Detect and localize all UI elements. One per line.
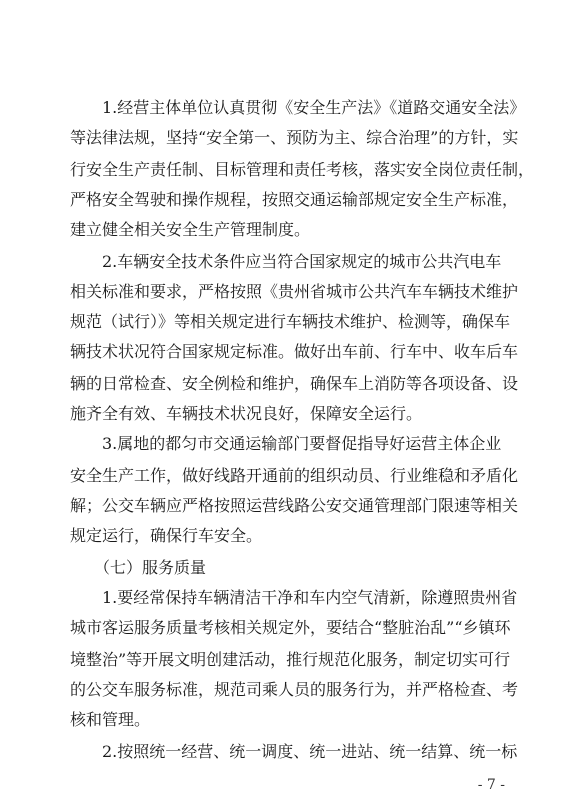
paragraph-line: 核和管理。 (70, 710, 151, 729)
paragraph-line: 2.按照统一经营、统一调度、统一进站、统一结算、统一标 (102, 742, 518, 761)
paragraph-line: 行安全生产责任制、目标管理和责任考核，落实安全岗位责任制， (70, 160, 535, 179)
paragraph-line: 1.要经常保持车辆清洁干净和车内空气清新，除遵照贵州省 (102, 588, 518, 607)
paragraph-line: 施齐全有效、车辆技术状况良好，保障安全运行。 (70, 404, 423, 423)
section-heading: （七）服务质量 (94, 558, 207, 577)
paragraph-line: 规范（试行）》等相关规定进行车辆技术维护、检测等，确保车 (70, 312, 511, 331)
paragraph-line: 规定运行，确保行车安全。 (70, 526, 263, 545)
paragraph-line: 2.车辆安全技术条件应当符合国家规定的城市公共汽电车 (102, 252, 502, 271)
paragraph-line: 境整治”等开展文明创建活动，推行规范化服务，制定切实可行 (70, 650, 511, 669)
paragraph-line: 建立健全相关安全生产管理制度。 (70, 220, 311, 239)
paragraph-line: 1.经营主体单位认真贯彻《安全生产法》《道路交通安全法》 (102, 98, 526, 117)
paragraph-line: 的公交车服务标准，规范司乘人员的服务行为，并严格检查、考 (70, 680, 519, 699)
paragraph-line: 辆技术状况符合国家规定标准。做好出车前、行车中、收车后车 (70, 342, 519, 361)
paragraph-line: 等法律法规，坚持“安全第一、预防为主、综合治理”的方针，实 (70, 128, 519, 147)
page-number: - 7 - (477, 777, 505, 793)
paragraph-line: 3.属地的都匀市交通运输部门要督促指导好运营主体企业 (102, 434, 502, 453)
paragraph-line: 相关标准和要求，严格按照《贵州省城市公共汽车车辆技术维护 (70, 282, 519, 301)
paragraph-line: 安全生产工作，做好线路开通前的组织动员、行业维稳和矛盾化 (70, 466, 519, 485)
paragraph-line: 严格安全驾驶和操作规程，按照交通运输部规定安全生产标准， (70, 190, 519, 209)
paragraph-line: 辆的日常检查、安全例检和维护，确保车上消防等各项设备、设 (70, 374, 519, 393)
paragraph-line: 解；公交车辆应严格按照运营线路公安交通管理部门限速等相关 (70, 496, 519, 515)
paragraph-line: 城市客运服务质量考核相关规定外，要结合“整脏治乱”“乡镇环 (70, 618, 511, 637)
